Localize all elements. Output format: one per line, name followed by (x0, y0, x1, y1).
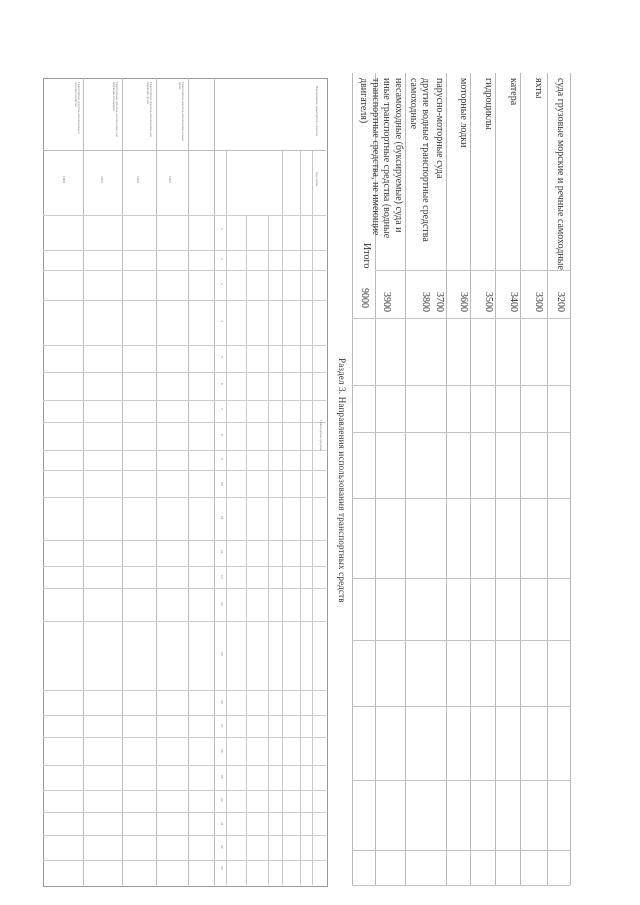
lower-row-label-2 (112, 82, 118, 144)
row-label-3800-text: другие водные транспортные средства самоходные (408, 78, 431, 242)
row-code-3900: 3900 (381, 292, 392, 312)
lower-row-label-2-text: Транспортные средства, используемые для перевозки пассажиров (112, 82, 119, 137)
col-number-21: 21 (220, 822, 224, 826)
lower-row-label-1 (74, 82, 80, 144)
row-code-3400: 3400 (508, 292, 519, 312)
col-number-10: 10 (220, 482, 224, 486)
row-label-3300: яхты (533, 78, 544, 99)
row-label-3800 (407, 78, 431, 248)
lower-row-label-3-text: Транспортные средства, используемые для перевозки грузов (146, 82, 153, 137)
lower-row-label-1-text: Транспортные средства, используемые в сельском хозяйстве (74, 82, 81, 134)
row-code-3200: 3200 (555, 292, 566, 312)
row-label-3200: суда грузовые морские и речные самоходные (555, 78, 566, 270)
col-number-22: 22 (220, 845, 224, 849)
row-code-3300: 3300 (533, 292, 544, 312)
lower-row-label-3 (146, 82, 152, 144)
row-label-3900 (358, 78, 404, 250)
col-number-1: 1 (220, 228, 224, 230)
col-number-14: 14 (220, 602, 224, 606)
col-number-23: 23 (220, 866, 224, 870)
row-code-3500: 3500 (483, 292, 494, 312)
col-number-20: 20 (220, 798, 224, 802)
col-number-11: 11 (220, 516, 224, 520)
col-number-9: 9 (220, 458, 224, 460)
col-number-7: 7 (220, 408, 224, 410)
lower-row-label-4 (178, 82, 184, 144)
col-number-3: 3 (220, 283, 224, 285)
lower-row-code-2: 1100 (100, 176, 104, 183)
lower-row-code-4: 1300 (168, 176, 172, 183)
col-number-15: 15 (220, 652, 224, 656)
row-label-3700: парусно-моторные суда (434, 78, 445, 179)
col-number-4: 4 (220, 320, 224, 322)
col-number-6: 6 (220, 383, 224, 385)
col-number-12: 12 (220, 550, 224, 554)
total-code: 9000 (359, 288, 370, 308)
col-number-13: 13 (220, 575, 224, 579)
section-title: Раздел 3. Направления использования транспортных средств (337, 358, 347, 603)
row-code-3800: 3800 (420, 292, 431, 312)
col-number-19: 19 (220, 775, 224, 779)
row-code-3700: 3700 (434, 292, 445, 312)
header-vid: Наименование транспортного средства (315, 86, 319, 136)
lower-row-code-3: 1200 (136, 176, 140, 183)
row-label-3600: моторные лодки (458, 78, 469, 148)
col-number-2: 2 (220, 258, 224, 260)
col-number-8: 8 (220, 434, 224, 436)
col-number-18: 18 (220, 749, 224, 753)
col-number-16: 16 (220, 700, 224, 704)
row-label-3400: катера (508, 78, 519, 106)
col-number-5: 5 (220, 356, 224, 358)
total-label: Итого (361, 243, 372, 269)
row-label-3500: гидроциклы (483, 78, 494, 130)
lower-row-label-4-text: Транспортные средства, используемые в иных целях (178, 82, 185, 142)
header-group: Транспортные средства (319, 420, 323, 451)
row-code-3600: 3600 (458, 292, 469, 312)
row-label-3900-text: несамоходные (буксируемые) суда и иные транспортные средства (водные транспортные средства, не имеющие двигателя) (358, 78, 404, 239)
header-kod: Код строки (315, 172, 319, 187)
lower-row-code-1: 1000 (62, 176, 66, 183)
col-number-17: 17 (220, 724, 224, 728)
